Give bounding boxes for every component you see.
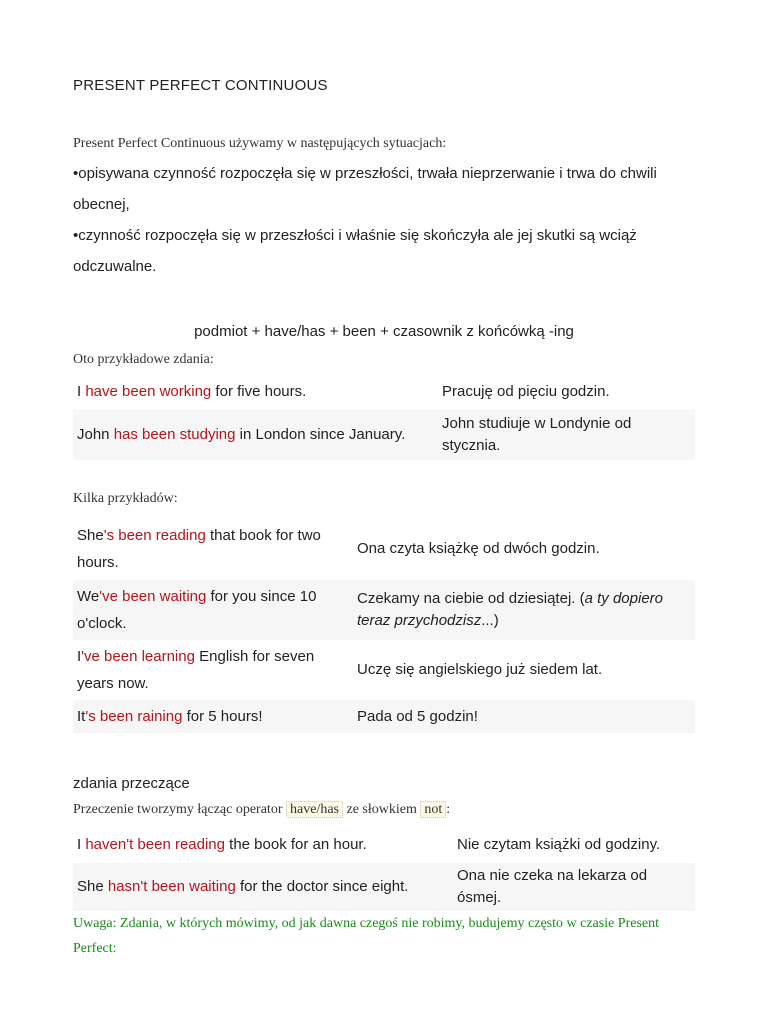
verb-phrase: 's been reading [103, 527, 206, 544]
verb-phrase: has been studying [113, 426, 236, 443]
formula: podmiot + have/has + been + czasownik z końcówką -ing [194, 323, 574, 340]
table-row [73, 518, 695, 580]
table-row [73, 374, 695, 410]
table-row [73, 410, 695, 460]
english-cell: I haven't been reading the book for an hour. [77, 835, 367, 853]
english-cell: I have been working for five hours. [77, 383, 307, 400]
few-examples-label: Kilka przykładów: [73, 491, 178, 506]
examples-label: Oto przykładowe zdania: [73, 352, 214, 367]
table-row [73, 640, 695, 700]
english-cell: It's been raining for 5 hours! [73, 700, 353, 733]
verb-phrase: 's been raining [85, 707, 183, 725]
negative-table [73, 826, 695, 911]
table-row [73, 580, 695, 640]
english-cell: She hasn't been waiting for the doctor since eight. [73, 863, 453, 911]
code-have-has: have/has [286, 801, 343, 818]
verb-phrase: have been working [85, 383, 212, 400]
english-cell: I've been learning English for seven years now. [77, 648, 315, 692]
translation-cell: John studiuje w Londynie od stycznia. [438, 410, 695, 460]
code-not: not [420, 801, 446, 818]
verb-phrase: 've been waiting [99, 588, 207, 605]
translation-cell: Uczę się angielskiego już siedem lat. [357, 661, 603, 678]
translation-cell: Ona czyta książkę od dwóch godzin. [357, 540, 600, 557]
table-row [73, 700, 695, 733]
bullet-2: •czynność rozpoczęła się w przeszłości i właśnie się skończyła ale jej skutki są wciąż odczuwalne. [73, 227, 637, 275]
few-examples-table [73, 518, 695, 733]
table-row [73, 826, 695, 863]
verb-phrase: 've been learning [81, 648, 195, 665]
table-row [73, 863, 695, 911]
negative-intro: Przeczenie tworzymy łącząc operator have/has ze słowkiem not : [73, 802, 451, 817]
english-cell: We've been waiting for you since 10 o'clock. [73, 580, 353, 640]
bullet-1: •opisywana czynność rozpoczęła się w przeszłości, trwała nieprzerwanie i trwa do chwili obecnej, [73, 165, 657, 213]
translation-cell: Pada od 5 godzin! [353, 700, 695, 733]
translation-italic: a ty dopiero teraz przychodzisz [357, 590, 663, 629]
note-text: Uwaga: Zdania, w których mówimy, od jak dawna czegoś nie robimy, budujemy często w czasie Present Perfect: [73, 916, 660, 956]
intro-text: Present Perfect Continuous używamy w następujących sytuacjach: [73, 136, 447, 151]
page-title: PRESENT PERFECT CONTINUOUS [73, 77, 328, 94]
verb-phrase: haven't been reading [85, 835, 225, 853]
examples-table [73, 374, 695, 460]
verb-phrase: hasn't been waiting [107, 878, 236, 895]
translation-cell: Czekamy na ciebie od dziesiątej. (a ty dopiero teraz przychodzisz...) [353, 580, 695, 640]
negative-heading: zdania przeczące [73, 775, 190, 792]
translation-cell: Nie czytam książki od godziny. [457, 835, 661, 853]
english-cell: She's been reading that book for two hours. [77, 527, 321, 571]
english-cell: John has been studying in London since January. [73, 410, 438, 460]
translation-cell: Ona nie czeka na lekarza od ósmej. [453, 863, 695, 911]
translation-cell: Pracuję od pięciu godzin. [442, 383, 610, 400]
